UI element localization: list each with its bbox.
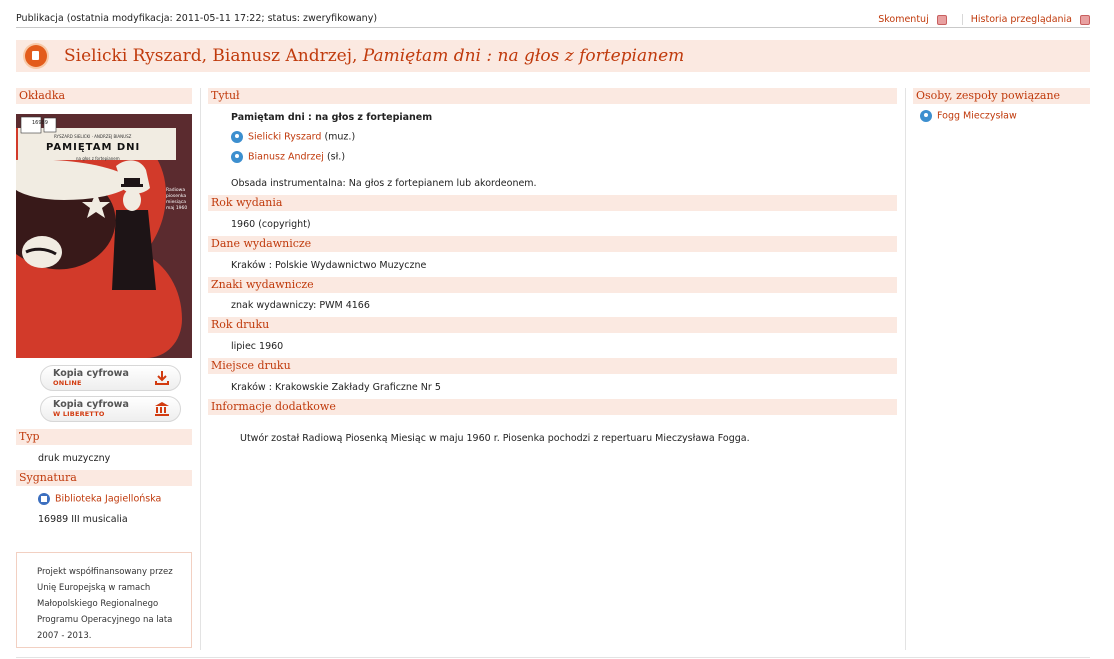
marks-value: znak wydawniczy: PWM 4166	[231, 300, 370, 311]
title-banner	[16, 40, 1090, 72]
cover-side-text: Radiowa piosenka miesiąca maj 1960	[166, 188, 188, 211]
history-icon[interactable]	[1080, 15, 1090, 25]
person-item-1	[231, 131, 355, 143]
year-value: 1960 (copyright)	[231, 219, 311, 230]
download-icon	[154, 370, 170, 386]
cover-heading: Okładka	[16, 88, 192, 104]
library-building-icon	[154, 401, 170, 417]
title-heading: Tytuł	[208, 88, 897, 104]
publisher-heading: Dane wydawnicze	[208, 236, 897, 252]
related-person-item	[920, 110, 1017, 122]
column-divider-left	[200, 88, 201, 650]
digital-copy-online-label: Kopia cyfrowa	[53, 368, 129, 379]
person-link-2[interactable]: Bianusz Andrzej	[248, 151, 324, 163]
comment-link-wrap	[870, 14, 947, 25]
person-link-1[interactable]: Sielicki Ryszard	[248, 131, 322, 143]
print-year-value: lipiec 1960	[231, 341, 284, 352]
related-heading: Osoby, zespoły powiązane	[913, 88, 1090, 104]
top-links	[858, 14, 1090, 25]
top-bar	[16, 12, 1090, 28]
person-icon	[231, 151, 243, 163]
signature-heading: Sygnatura	[16, 470, 192, 486]
year-heading: Rok wydania	[208, 195, 897, 211]
type-value: druk muzyczny	[38, 453, 111, 464]
digital-copy-library-label: Kopia cyfrowa	[53, 399, 129, 410]
person-item-2	[231, 151, 345, 163]
person-role-2: (sł.)	[326, 151, 346, 163]
book-icon	[25, 45, 47, 67]
cover-subtitle: na głos z fortepianem	[76, 156, 120, 161]
column-divider-right	[905, 88, 906, 650]
print-place-value: Kraków : Krakowskie Zakłady Graficzne Nr 5	[231, 382, 441, 393]
signature-value: 16989 III musicalia	[38, 514, 128, 525]
related-person-link[interactable]: Fogg Mieczysław	[937, 110, 1017, 122]
person-icon	[920, 110, 932, 122]
marks-heading: Znaki wydawnicze	[208, 277, 897, 293]
cover-authors: RYSZARD SIELICKI · ANDRZEJ BIANUSZ	[54, 134, 132, 139]
history-link[interactable]: Historia przeglądania	[970, 14, 1072, 25]
digital-copy-library-button[interactable]	[40, 396, 181, 422]
print-place-heading: Miejsce druku	[208, 358, 897, 374]
library-item	[38, 493, 161, 505]
cover-number: 16989	[32, 120, 48, 126]
eu-project-box	[16, 552, 192, 648]
eu-project-text: Projekt współfinansowany przez Unię Europejską w ramach Małopolskiego Regionalnego Programu Operacyjnego na lata 2007 - 2013.	[37, 567, 173, 641]
digital-copy-online-sublabel: ONLINE	[53, 379, 82, 387]
additional-info-value: Utwór został Radiową Piosenką Miesiąc w maju 1960 r. Piosenka pochodzi z repertuaru Mieczysława Fogga.	[240, 433, 750, 444]
type-heading: Typ	[16, 429, 192, 445]
library-link[interactable]: Biblioteka Jagiellońska	[55, 493, 162, 505]
cover-title: PAMIĘTAM DNI	[46, 142, 141, 153]
title-work: Pamiętam dni : na głos z fortepianem	[362, 46, 685, 66]
publisher-value: Kraków : Polskie Wydawnictwo Muzyczne	[231, 260, 427, 271]
library-icon	[38, 493, 50, 505]
title-authors: Sielicki Ryszard, Bianusz Andrzej,	[64, 46, 363, 66]
digital-copy-online-button[interactable]	[40, 365, 181, 391]
bottom-divider	[16, 657, 1090, 658]
title-value: Pamiętam dni : na głos z fortepianem	[231, 112, 433, 123]
print-year-heading: Rok druku	[208, 317, 897, 333]
publication-info: Publikacja (ostatnia modyfikacja: 2011-05-11 17:22; status: zweryfikowany)	[16, 13, 378, 24]
person-role-1: (muz.)	[324, 131, 356, 143]
digital-copy-library-sublabel: W LIBERETTO	[53, 410, 105, 418]
comment-link[interactable]: Skomentuj	[878, 14, 929, 25]
cover-image[interactable]	[16, 114, 192, 358]
additional-info-heading: Informacje dodatkowe	[208, 399, 897, 415]
person-icon	[231, 131, 243, 143]
page-title	[64, 46, 684, 66]
comment-icon[interactable]	[937, 15, 947, 25]
history-link-wrap	[962, 14, 1090, 25]
instrumentation-value: Obsada instrumentalna: Na głos z fortepianem lub akordeonem.	[231, 178, 537, 189]
